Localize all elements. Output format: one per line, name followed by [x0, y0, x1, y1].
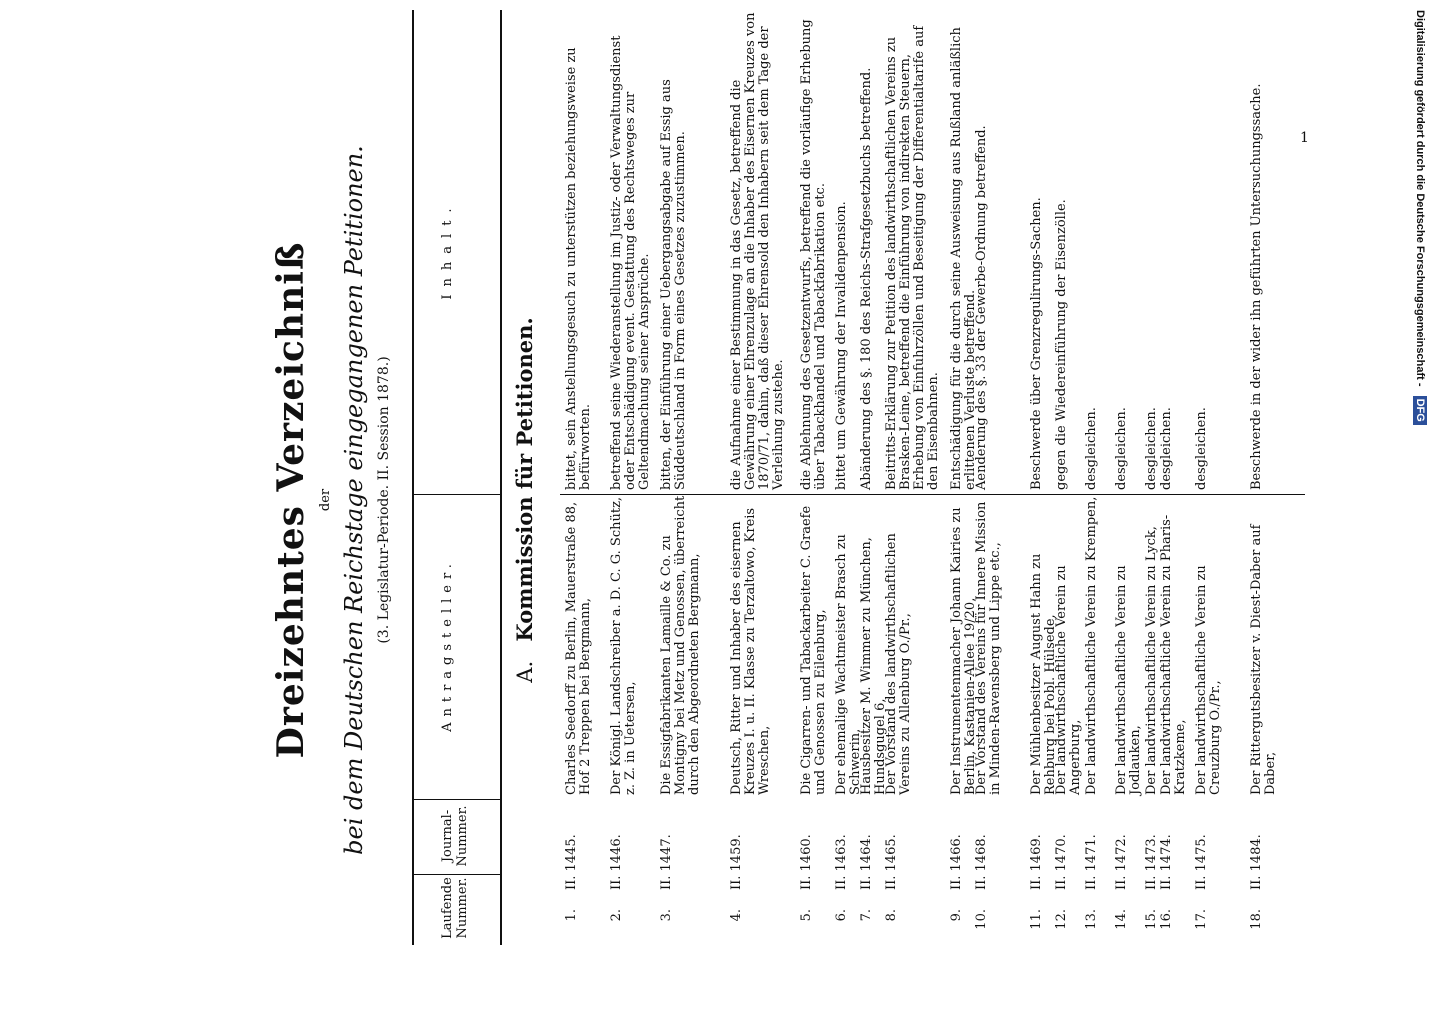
row-laufende-nummer: 8. — [884, 909, 899, 922]
row-inhalt: gegen die Wiedereinführung der Eisenzölle. — [1054, 199, 1069, 490]
row-antragsteller: Der landwirthschaftliche Verein zu Angerburg, — [1054, 565, 1083, 795]
row-antragsteller: Deutsch, Ritter und Inhaber des eisernen Kreuzes I. u. II. Klasse zu Terzaltowo, Kreis Wreschen, — [729, 507, 772, 795]
row-laufende-nummer: 15. — [1144, 909, 1159, 930]
row-antragsteller: Hausbesitzer M. Wimmer zu München, Hundsgugel 6, — [859, 537, 888, 795]
dfg-badge: DFG — [1413, 396, 1427, 425]
row-laufende-nummer: 12. — [1054, 909, 1069, 930]
digitization-note — [1408, 0, 1432, 1000]
row-laufende-nummer: 10. — [974, 909, 989, 930]
row-laufende-nummer: 17. — [1194, 909, 1209, 930]
row-inhalt: die Ablehnung des Gesetzentwurfs, betreffend die vorläufige Erhebung über Tabackhandel und Tabackfabrikation etc. — [799, 19, 828, 490]
row-antragsteller: Der Königl. Landschreiber a. D. C. G. Schütz, z. Z. in Uetersen, — [609, 496, 638, 795]
row-journal-nummer: II. 1472. — [1114, 834, 1129, 890]
row-antragsteller: Der Instrumentenmacher Johann Kairies zu Berlin, Kastanien-Allee 19/20, — [949, 507, 978, 795]
row-inhalt: desgleichen. — [1194, 407, 1209, 490]
row-laufende-nummer: 13. — [1084, 909, 1099, 930]
row-inhalt: Aenderung des §. 33 der Gewerbe-Ordnung betreffend. — [974, 125, 989, 490]
row-journal-nummer: II. 1463. — [834, 834, 849, 890]
document-subtitle: bei dem Deutschen Reichstage eingegangenen Petitionen. — [340, 145, 368, 855]
row-journal-nummer: II. 1471. — [1084, 834, 1099, 890]
row-inhalt: Beschwerde in der wider ihn geführten Untersuchungssache. — [1249, 83, 1264, 490]
row-inhalt: desgleichen. — [1144, 407, 1159, 490]
row-journal-nummer: II. 1473. — [1144, 834, 1159, 890]
row-journal-nummer: II. 1445. — [564, 834, 579, 890]
header-journal-nummer: Journal-Nummer. — [440, 805, 470, 867]
row-antragsteller: Der landwirthschaftliche Verein zu Krempen, — [1084, 496, 1099, 795]
row-inhalt: die Aufnahme einer Bestimmung in das Gesetz, betreffend die Gewährung einer Ehrenzulage an die Inhaber des Eisernen Kreuzes von 1870/71, dahin, daß dieser Ehrensold den Inhabern seit dem Tage der Verleihung zustehe. — [729, 12, 786, 490]
row-journal-nummer: II. 1464. — [859, 834, 874, 890]
table-header-rule — [500, 10, 502, 945]
row-laufende-nummer: 2. — [609, 909, 624, 922]
row-inhalt: bittet, sein Anstellungsgesuch zu unterstützen beziehungsweise zu befürworten. — [564, 47, 593, 490]
row-journal-nummer: II. 1470. — [1054, 834, 1069, 890]
row-antragsteller: Der Rittergutsbesitzer v. Diest-Daber auf Daber, — [1249, 524, 1278, 795]
document-period: (3. Legislatur-Periode. II. Session 1878.) — [376, 356, 392, 644]
row-laufende-nummer: 5. — [799, 909, 814, 922]
row-laufende-nummer: 14. — [1114, 909, 1129, 930]
row-laufende-nummer: 7. — [859, 909, 874, 922]
row-inhalt: Beschwerde über Grenzregulirungs-Sachen. — [1029, 197, 1044, 490]
row-laufende-nummer: 18. — [1249, 909, 1264, 930]
row-antragsteller: Der ehemalige Wachtmeister Brasch zu Schwerin, — [834, 534, 863, 795]
row-laufende-nummer: 3. — [659, 909, 674, 922]
row-inhalt: bitten, der Einführung einer Uebergangsabgabe auf Essig aus Süddeutschland in Form eines Gesetzes zuzustimmen. — [659, 79, 688, 490]
row-inhalt: desgleichen. — [1159, 407, 1174, 490]
row-journal-nummer: II. 1465. — [884, 834, 899, 890]
document-title: Dreizehntes Verzeichniß — [270, 241, 312, 759]
document-subtitle-der: der — [318, 488, 333, 512]
row-journal-nummer: II. 1484. — [1249, 834, 1264, 890]
row-journal-nummer: II. 1447. — [659, 834, 674, 890]
row-journal-nummer: II. 1475. — [1194, 834, 1209, 890]
row-inhalt: betreffend seine Wiederanstellung im Justiz- oder Verwaltungsdienst oder Entschädigung event. Gestattung des Rechtsweges zur Geltendmachung seiner Ansprüche. — [609, 35, 652, 490]
section-title: Kommission für Petitionen. — [512, 317, 537, 642]
row-journal-nummer: II. 1474. — [1159, 834, 1174, 890]
row-antragsteller: Der landwirthschaftliche Verein zu Lyck, — [1144, 526, 1159, 795]
row-laufende-nummer: 6. — [834, 909, 849, 922]
row-journal-nummer: II. 1469. — [1029, 834, 1044, 890]
row-antragsteller: Der landwirthschaftliche Verein zu Creuzburg O./Pr., — [1194, 565, 1223, 795]
row-antragsteller: Die Cigarren- und Tabackarbeiter C. Graefe und Genossen zu Eilenburg, — [799, 505, 828, 795]
row-journal-nummer: II. 1468. — [974, 834, 989, 890]
row-laufende-nummer: 4. — [729, 909, 744, 922]
row-laufende-nummer: 16. — [1159, 909, 1174, 930]
row-antragsteller: Der landwirthschaftliche Verein zu Jodlauken, — [1114, 565, 1143, 795]
header-antragsteller: Antragsteller. — [440, 558, 455, 732]
row-antragsteller: Der landwirthschaftliche Verein zu Pharis-Kratzkeme, — [1159, 514, 1188, 795]
row-inhalt: bittet um Gewährung der Invalidenpension. — [834, 201, 849, 490]
row-antragsteller: Die Essigfabrikanten Lamaille & Co. zu Montigny bei Metz und Genossen, überreicht durch den Abgeordneten Bergmann, — [659, 495, 702, 795]
digitization-note-text: Digitalisierung gefördert durch die Deutsche Forschungsgemeinschaft - — [1414, 10, 1426, 387]
row-journal-nummer: II. 1460. — [799, 834, 814, 890]
row-inhalt: desgleichen. — [1114, 407, 1129, 490]
row-inhalt: Beitritts-Erklärung zur Petition des landwirthschaftlichen Vereins zu Brasken-Leine, betreffend die Einführung von indirekten Steuern, Erhebung von Einfuhrzöllen und Beseitigung der Differentialtarife auf den Eisenbahnen. — [884, 25, 941, 490]
page-number: 1 — [1300, 130, 1309, 146]
header-laufende-nummer: Laufende Nummer. — [440, 877, 470, 939]
row-inhalt: desgleichen. — [1084, 407, 1099, 490]
row-laufende-nummer: 1. — [564, 909, 579, 922]
row-journal-nummer: II. 1459. — [729, 834, 744, 890]
row-laufende-nummer: 11. — [1029, 909, 1044, 930]
row-laufende-nummer: 9. — [949, 909, 964, 922]
row-antragsteller: Der Mühlenbesitzer August Hahn zu Rehburg bei Pobl. Hülsede, — [1029, 553, 1058, 795]
row-journal-nummer: II. 1466. — [949, 834, 964, 890]
header-inhalt: Inhalt. — [440, 200, 455, 300]
row-journal-nummer: II. 1446. — [609, 834, 624, 890]
row-antragsteller: Charles Seedorff zu Berlin, Mauerstraße 88, Hof 2 Treppen bei Bergmann, — [564, 501, 593, 795]
row-antragsteller: Der Vorstand des landwirthschaftlichen Vereins zu Allenburg O./Pr., — [884, 533, 913, 795]
row-inhalt: Abänderung des §. 180 des Reichs-Strafgesetzbuchs betreffend. — [859, 67, 874, 490]
row-inhalt: Entschädigung für die durch seine Ausweisung aus Rußland anläßlich erlittenen Verluste betreffend. — [949, 27, 978, 490]
column-divider-3 — [412, 494, 502, 495]
section-letter: A. — [513, 660, 537, 683]
section-heading — [512, 0, 537, 1000]
row-antragsteller: Der Vorstand des Vereins für Innere Mission in Minden-Ravensberg und Lippe etc., — [974, 501, 1003, 795]
table-top-rule — [412, 10, 414, 945]
column-divider-1 — [412, 874, 502, 875]
